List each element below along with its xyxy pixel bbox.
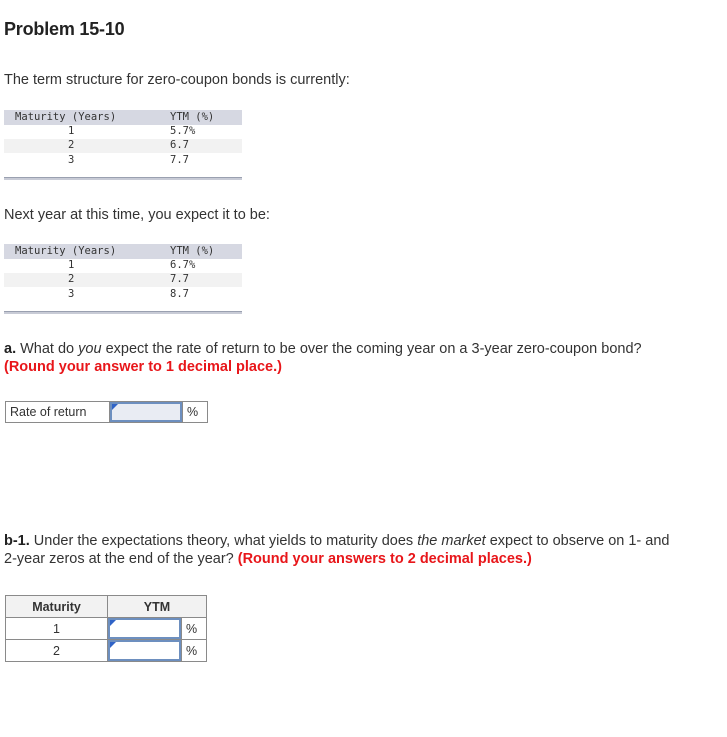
table-cell-ytm: 6.7 [170, 139, 189, 151]
answer-maturity-cell: 1 [6, 618, 108, 640]
answer-header-maturity: Maturity [6, 596, 108, 618]
intro-text: The term structure for zero-coupon bonds is currently: [4, 72, 350, 88]
question-b1-emphasis: the market [417, 533, 486, 549]
percent-unit: % [182, 618, 207, 640]
table-cell-maturity: 2 [68, 273, 75, 285]
ytm-2yr-cell [108, 640, 182, 662]
rate-of-return-cell [110, 402, 183, 423]
percent-unit: % [183, 402, 208, 423]
question-a [4, 341, 642, 357]
input-marker-icon [110, 620, 116, 626]
table-row [4, 273, 242, 287]
table-cell-maturity: 2 [68, 139, 75, 151]
rate-of-return-input[interactable] [110, 402, 182, 422]
answer-b1-table [5, 595, 207, 662]
table-cell-maturity: 1 [68, 259, 75, 271]
question-a-label: a. [4, 341, 17, 357]
table-header-maturity: Maturity (Years) [15, 111, 117, 123]
rate-of-return-label: Rate of return [6, 402, 110, 423]
question-b1-instruction: (Round your answers to 2 decimal places.) [237, 551, 532, 567]
question-b1-line2-text: 2-year zeros at the end of the year? [4, 551, 238, 567]
table-cell-maturity: 1 [68, 125, 75, 137]
table-cell-ytm: 7.7 [170, 154, 189, 166]
table-header-ytm: YTM (%) [170, 111, 215, 123]
question-b1 [4, 533, 669, 549]
question-b1-text-end: expect to observe on 1- and [485, 533, 670, 549]
table-divider [4, 311, 242, 314]
question-b1-text: Under the expectations theory, what yields to maturity does [29, 533, 418, 549]
ytm-2yr-input[interactable] [108, 640, 181, 661]
table-row [4, 139, 242, 153]
table-cell-maturity: 3 [68, 288, 75, 300]
question-b1-line2 [4, 551, 532, 567]
answer-a-table [5, 401, 208, 423]
question-a-emphasis: you [78, 341, 102, 357]
table-divider [4, 177, 242, 180]
percent-unit: % [182, 640, 207, 662]
table-cell-maturity: 3 [68, 154, 75, 166]
table-cell-ytm: 7.7 [170, 273, 189, 285]
ytm-1yr-cell [108, 618, 182, 640]
answer-header-ytm: YTM [108, 596, 207, 618]
question-a-instruction: (Round your answer to 1 decimal place.) [4, 359, 282, 375]
table-cell-ytm: 8.7 [170, 288, 189, 300]
table-cell-ytm: 5.7% [170, 125, 196, 137]
question-b1-label: b-1. [4, 533, 30, 549]
problem-title: Problem 15-10 [4, 19, 125, 39]
input-marker-icon [110, 642, 116, 648]
answer-maturity-cell: 2 [6, 640, 108, 662]
next-year-text: Next year at this time, you expect it to be: [4, 207, 270, 223]
question-a-text: What do [16, 341, 79, 357]
question-a-text-end: expect the rate of return to be over the coming year on a 3-year zero-coupon bond? [101, 341, 642, 357]
input-marker-icon [112, 404, 118, 410]
table-header-ytm: YTM (%) [170, 245, 215, 257]
ytm-1yr-input[interactable] [108, 618, 181, 639]
table-cell-ytm: 6.7% [170, 259, 196, 271]
table-header-maturity: Maturity (Years) [15, 245, 117, 257]
